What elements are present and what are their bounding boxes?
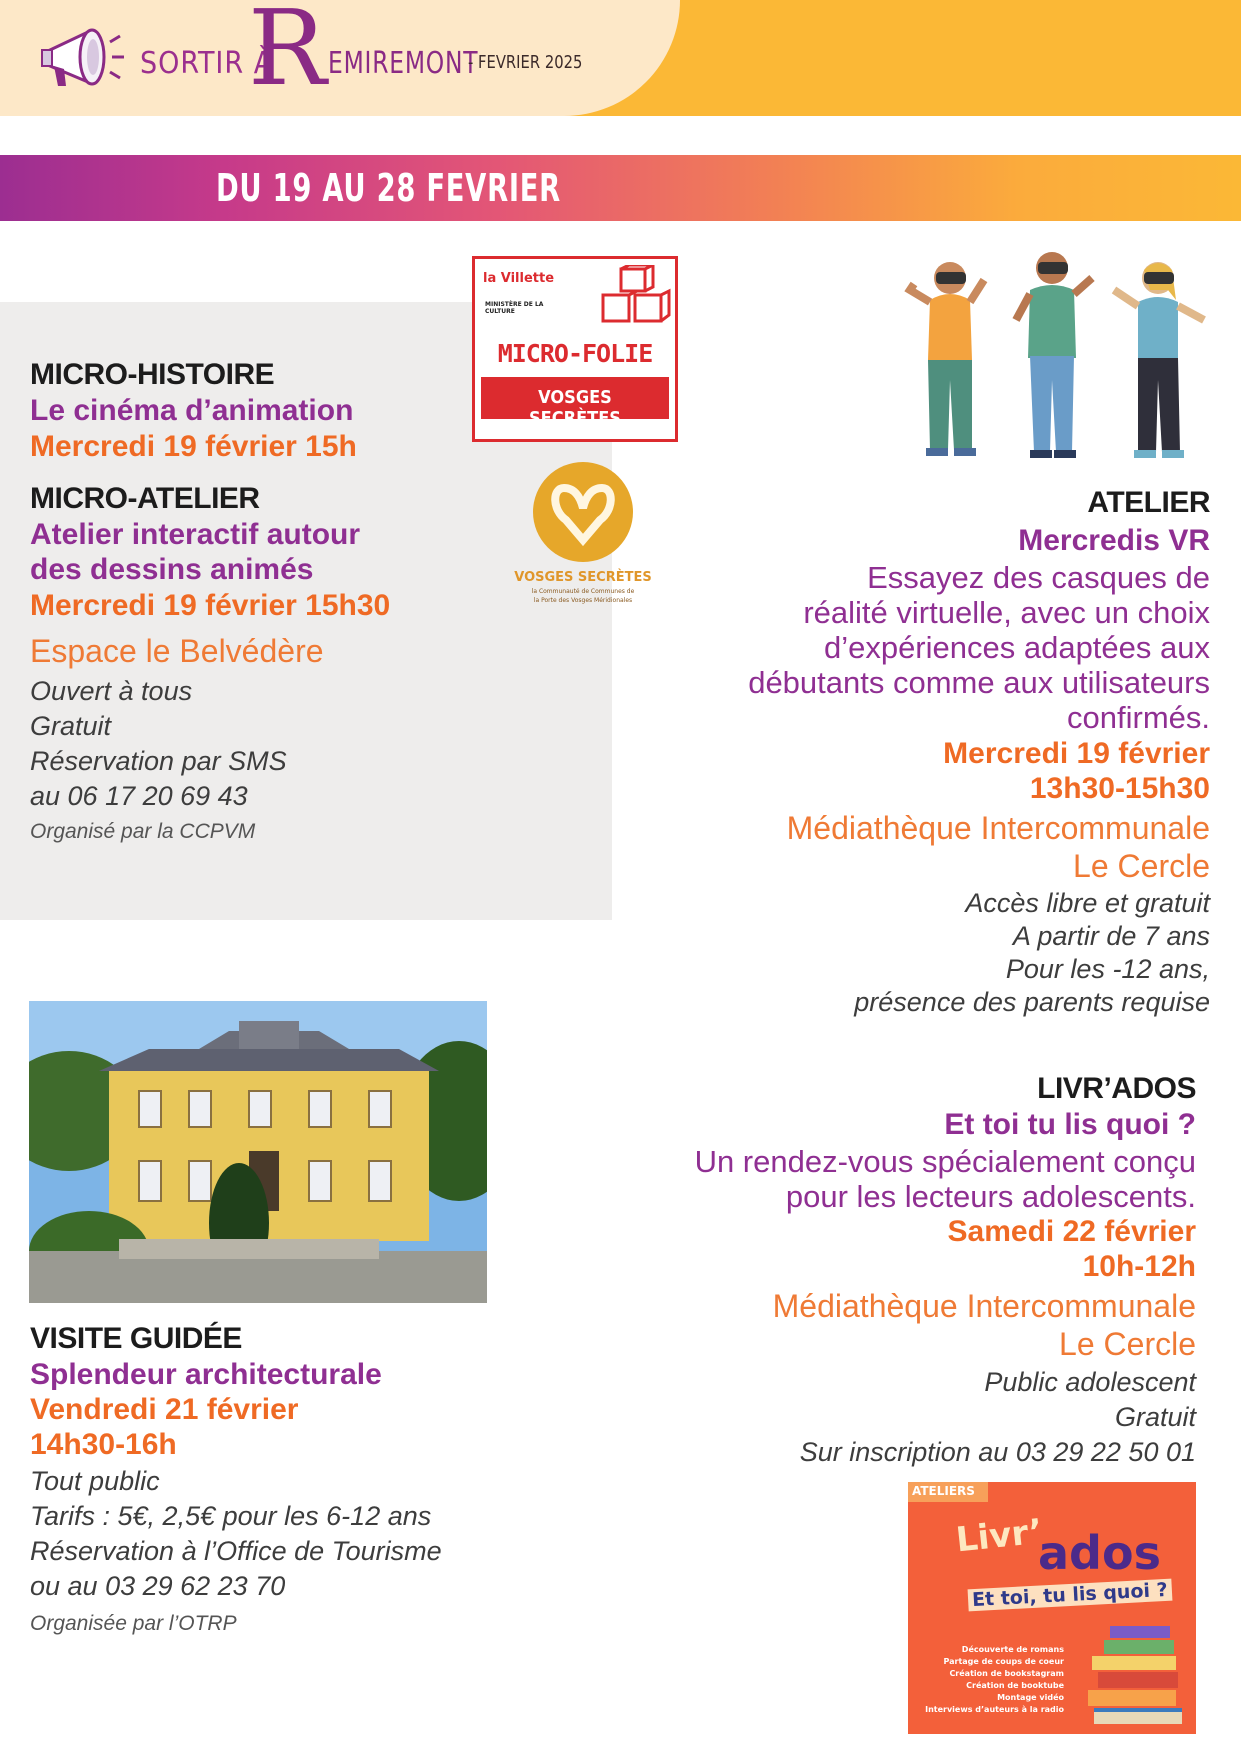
micro-atelier-organizer: Organisé par la CCPVM (30, 820, 256, 843)
poster-tagline: Et toi, tu lis quoi ? (968, 1579, 1173, 1612)
livrados-category: LIVR’ADOS (1037, 1072, 1196, 1105)
livrados-info (560, 1365, 1196, 1470)
poster-brand-1: Livr’ (954, 1511, 1045, 1561)
visite-date: Vendredi 21 février (30, 1393, 299, 1426)
atelier-vr-location-2: Le Cercle (1073, 848, 1210, 884)
micro-atelier-category: MICRO-ATELIER (30, 482, 260, 515)
atelier-vr-date: Mercredi 19 février (943, 737, 1210, 770)
poster-item: Interviews d’auteurs à la radio (925, 1705, 1064, 1714)
visite-info (30, 1464, 500, 1604)
atelier-vr-category: ATELIER (1087, 486, 1210, 519)
visite-info-line: Réservation à l’Office de Tourisme (30, 1536, 442, 1566)
poster-brand-2: ados (1038, 1526, 1161, 1580)
poster-tag: ATELIERS (912, 1484, 975, 1498)
vr-people-illustration (900, 250, 1222, 470)
visite-title: Splendeur architecturale (30, 1358, 382, 1391)
atelier-vr-desc-line: débutants comme aux utilisateurs (748, 665, 1210, 700)
micro-atelier-info (30, 674, 500, 814)
atelier-vr-time: 13h30-15h30 (1029, 772, 1210, 805)
micro-atelier-info-line: Ouvert à tous (30, 676, 193, 706)
atelier-vr-info-line: Accès libre et gratuit (965, 888, 1210, 918)
livrados-info-line: Sur inscription au 03 29 22 50 01 (799, 1437, 1196, 1467)
livrados-block (560, 1072, 1196, 1470)
micro-atelier-info-line: au 06 17 20 69 43 (30, 781, 248, 811)
la-villette-text: la Villette (483, 271, 555, 286)
date-banner-text: DU 19 AU 28 FEVRIER (216, 166, 561, 210)
micro-histoire-block (30, 358, 470, 464)
micro-atelier-location: Espace le Belvédère (30, 633, 324, 669)
visite-block (30, 1322, 500, 1636)
poster-item: Partage de coups de coeur (943, 1657, 1064, 1666)
visite-category: VISITE GUIDÉE (30, 1322, 242, 1355)
atelier-vr-desc-line: d’expériences adaptées aux (823, 630, 1210, 665)
atelier-vr-info-line: A partir de 7 ans (1012, 921, 1210, 951)
atelier-vr-desc-line: réalité virtuelle, avec un choix (803, 595, 1210, 630)
poster-items (914, 1644, 1064, 1716)
atelier-vr-info-line: Pour les -12 ans, (1005, 954, 1210, 984)
atelier-vr-info (600, 887, 1210, 1019)
poster-item: Création de booktube (966, 1681, 1064, 1690)
atelier-vr-location-1: Médiathèque Intercommunale (786, 810, 1210, 846)
atelier-vr-desc-line: confirmés. (1067, 700, 1210, 735)
visite-info-line: Tout public (30, 1466, 160, 1496)
atelier-vr-desc-line: Essayez des casques de (867, 560, 1210, 595)
visite-info-line: ou au 03 29 62 23 70 (30, 1571, 286, 1601)
livrados-desc-line: pour les lecteurs adolescents. (785, 1179, 1196, 1214)
visite-info-line: Tarifs : 5€, 2,5€ pour les 6-12 ans (30, 1501, 432, 1531)
livrados-description (560, 1144, 1196, 1214)
livrados-date: Samedi 22 février (947, 1215, 1196, 1248)
ministry-text: MINISTÈRE DE LA CULTURE (485, 301, 544, 315)
micro-folie-text: MICRO-FOLIE (497, 339, 653, 368)
vosges-secretes-text: VOSGES SECRÈTES (529, 387, 621, 429)
livrados-poster (908, 1482, 1196, 1734)
header-title-prefix: SORTIR À (140, 46, 274, 81)
header-title-initial: R (248, 0, 327, 109)
livrados-info-line: Public adolescent (984, 1367, 1196, 1397)
micro-folie-logo (472, 256, 678, 442)
micro-histoire-title: Le cinéma d’animation (30, 394, 354, 427)
livrados-desc-line: Un rendez-vous spécialement conçu (694, 1144, 1196, 1179)
atelier-vr-description (600, 560, 1210, 735)
micro-atelier-block (30, 482, 500, 844)
date-banner (0, 155, 1241, 221)
atelier-vr-block (600, 486, 1210, 1019)
vosges-secretes-logo-text: VOSGES SECRÈTES (514, 570, 652, 585)
micro-atelier-date: Mercredi 19 février 15h30 (30, 589, 391, 622)
micro-histoire-date: Mercredi 19 février 15h (30, 430, 357, 463)
livrados-location-2: Le Cercle (1059, 1326, 1196, 1362)
cubes-icon (595, 265, 675, 329)
atelier-vr-title: Mercredis VR (1018, 524, 1210, 557)
header-title-rest: EMIREMONT (328, 46, 479, 81)
livrados-info-line: Gratuit (1114, 1402, 1196, 1432)
poster-item: Découverte de romans (961, 1645, 1064, 1654)
micro-atelier-title-2: des dessins animés (30, 553, 314, 586)
vosges-secretes-logo-sub1: la Communauté de Communes de (531, 588, 635, 595)
micro-atelier-info-line: Gratuit (30, 711, 112, 741)
books-stack-icon (1084, 1622, 1188, 1728)
micro-atelier-title-1: Atelier interactif autour (30, 518, 361, 551)
vosges-secretes-logo-sub2: la Porte des Vosges Méridionales (533, 597, 633, 604)
megaphone-icon (36, 20, 126, 100)
visite-organizer: Organisée par l’OTRP (30, 1612, 237, 1635)
livrados-title: Et toi tu lis quoi ? (944, 1108, 1196, 1141)
livrados-time: 10h-12h (1082, 1250, 1196, 1283)
atelier-vr-info-line: présence des parents requise (854, 987, 1210, 1017)
micro-histoire-category: MICRO-HISTOIRE (30, 358, 275, 391)
poster-item: Montage vidéo (997, 1693, 1064, 1702)
villa-photo (29, 1001, 487, 1303)
poster-item: Création de bookstagram (949, 1669, 1064, 1678)
livrados-location-1: Médiathèque Intercommunale (772, 1288, 1196, 1324)
header-title-date: - FEVRIER 2025 (468, 52, 583, 73)
visite-time: 14h30-16h (30, 1428, 177, 1461)
micro-atelier-info-line: Réservation par SMS (30, 746, 287, 776)
